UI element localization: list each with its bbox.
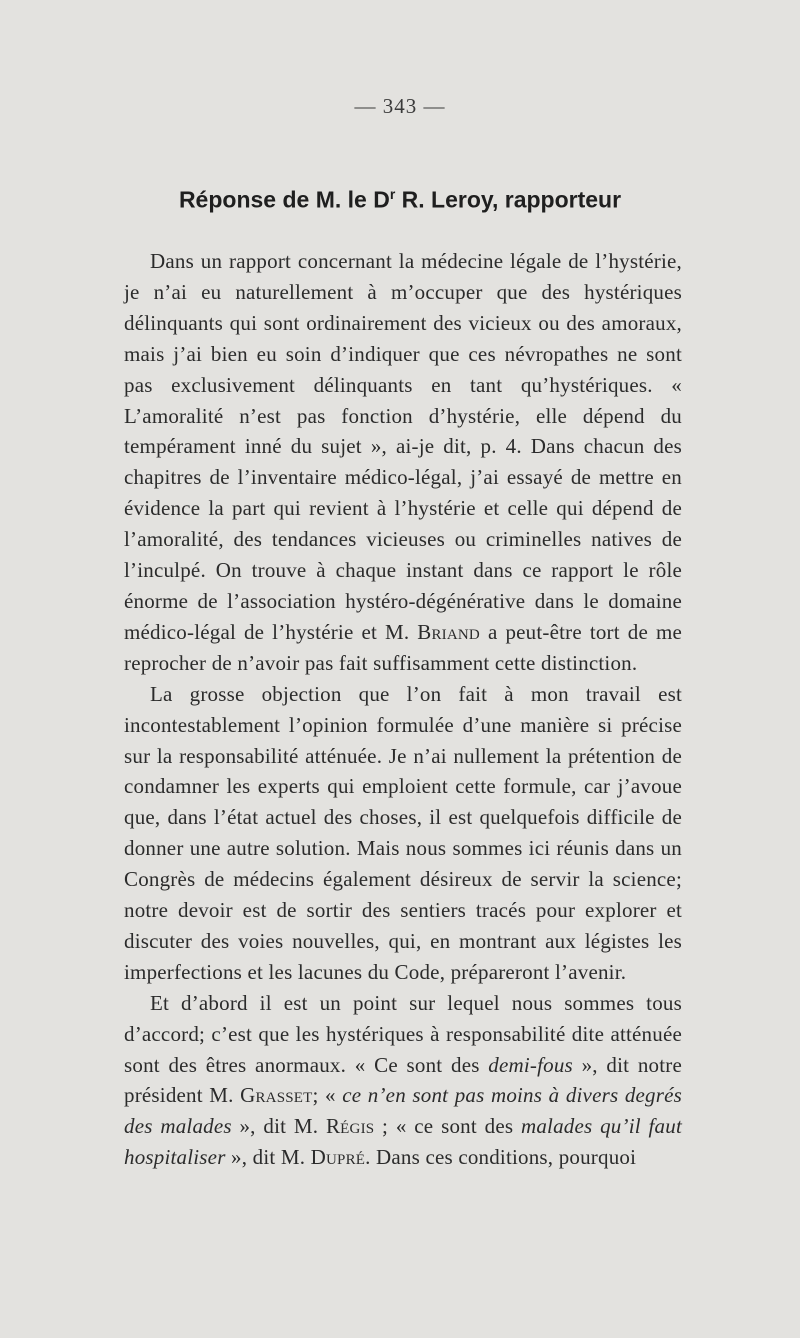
paragraph-2: La grosse objection que l’on fait à mon travail est incontestablement l’opinion formulée d’une manière si précise sur la responsabilité atténuée. Je n’ai nullement la prétention de condamner les experts qui emploient cette formule, car j’avoue que, dans l’état actuel des choses, il est quelquefois difficile de donner une autre solution. Mais nous sommes ici réunis dans un Congrès de médecins également désireux de servir la science; notre devoir est de sortir des sentiers tracés pour explorer et discuter des voies nouvelles, qui, en montrant aux légistes les imperfections et les lacunes du Code, prépareront l’avenir.	[124, 681, 682, 984]
paragraph-3-text-f: », dit M.	[225, 1145, 311, 1170]
paragraph-3-text-g: . Dans ces conditions, pourquoi	[365, 1145, 637, 1170]
paragraph-1	[124, 246, 682, 679]
paragraph-3-text-a: Et d’abord il est un point sur lequel nous sommes tous d’accord; c’est que les hystériques à responsabilité dite atténuée sont des êtres anormaux. « Ce sont des	[124, 990, 682, 1077]
page-number: — 343 —	[354, 94, 446, 118]
paragraph-1-end: a peut-être tort de me reprocher de n’avoir pas fait suffisamment cette distinction.	[124, 619, 682, 675]
heading-text-end: R. Leroy, rapporteur	[395, 186, 622, 213]
paragraph-1-text: Dans un rapport concernant la médecine légale de l’hystérie, je n’ai eu naturellement à m’occuper que des hystériques délinquants qui sont ordinairement des vicieux ou des amoraux, mais j’ai bien eu soin d’indiquer que ces névropathes ne sont pas exclusivement délinquants en tant qu’hystériques. « L’amoralité n’est pas fonction d’hystérie, elle dépend du tempérament inné du sujet », ai-je dit, p. 4. Dans chacun des chapitres de l’inventaire médico-légal, j’ai essayé de mettre en évidence la part qui revient à l’hystérie et celle qui dépend de l’amoralité, des tendances vicieuses ou criminelles natives de l’inculpé. On trouve à chaque instant dans ce rapport le rôle énorme de l’association hystéro-dégénérative dans le domaine médico-légal de l’hystérie et M.	[124, 249, 682, 644]
paragraph-3-text-e: ; « ce sont des	[374, 1114, 521, 1139]
body-text	[124, 246, 682, 1173]
quote-divers-degres: ce n’en sont pas moins à divers degrés des malades	[124, 1083, 683, 1139]
paragraph-3	[124, 988, 682, 1173]
paragraph-3-text-b: », dit notre président M.	[124, 1052, 682, 1108]
author-name-grasset: Grasset	[240, 1083, 313, 1108]
quote-demi-fous: demi-fous	[488, 1052, 573, 1077]
paragraph-3-text-c: ; «	[312, 1083, 343, 1108]
author-name-regis: Régis	[325, 1114, 375, 1139]
quote-hospitaliser: malades qu’il faut hospitaliser	[124, 1114, 682, 1170]
author-name-dupre: Dupré	[310, 1145, 366, 1170]
paragraph-3-text-d: », dit M.	[231, 1114, 326, 1139]
heading-text-start: Réponse de M. le D	[178, 186, 390, 213]
heading-superscript: r	[389, 186, 396, 202]
section-heading	[0, 186, 800, 214]
author-name-briand: Briand	[417, 619, 480, 644]
